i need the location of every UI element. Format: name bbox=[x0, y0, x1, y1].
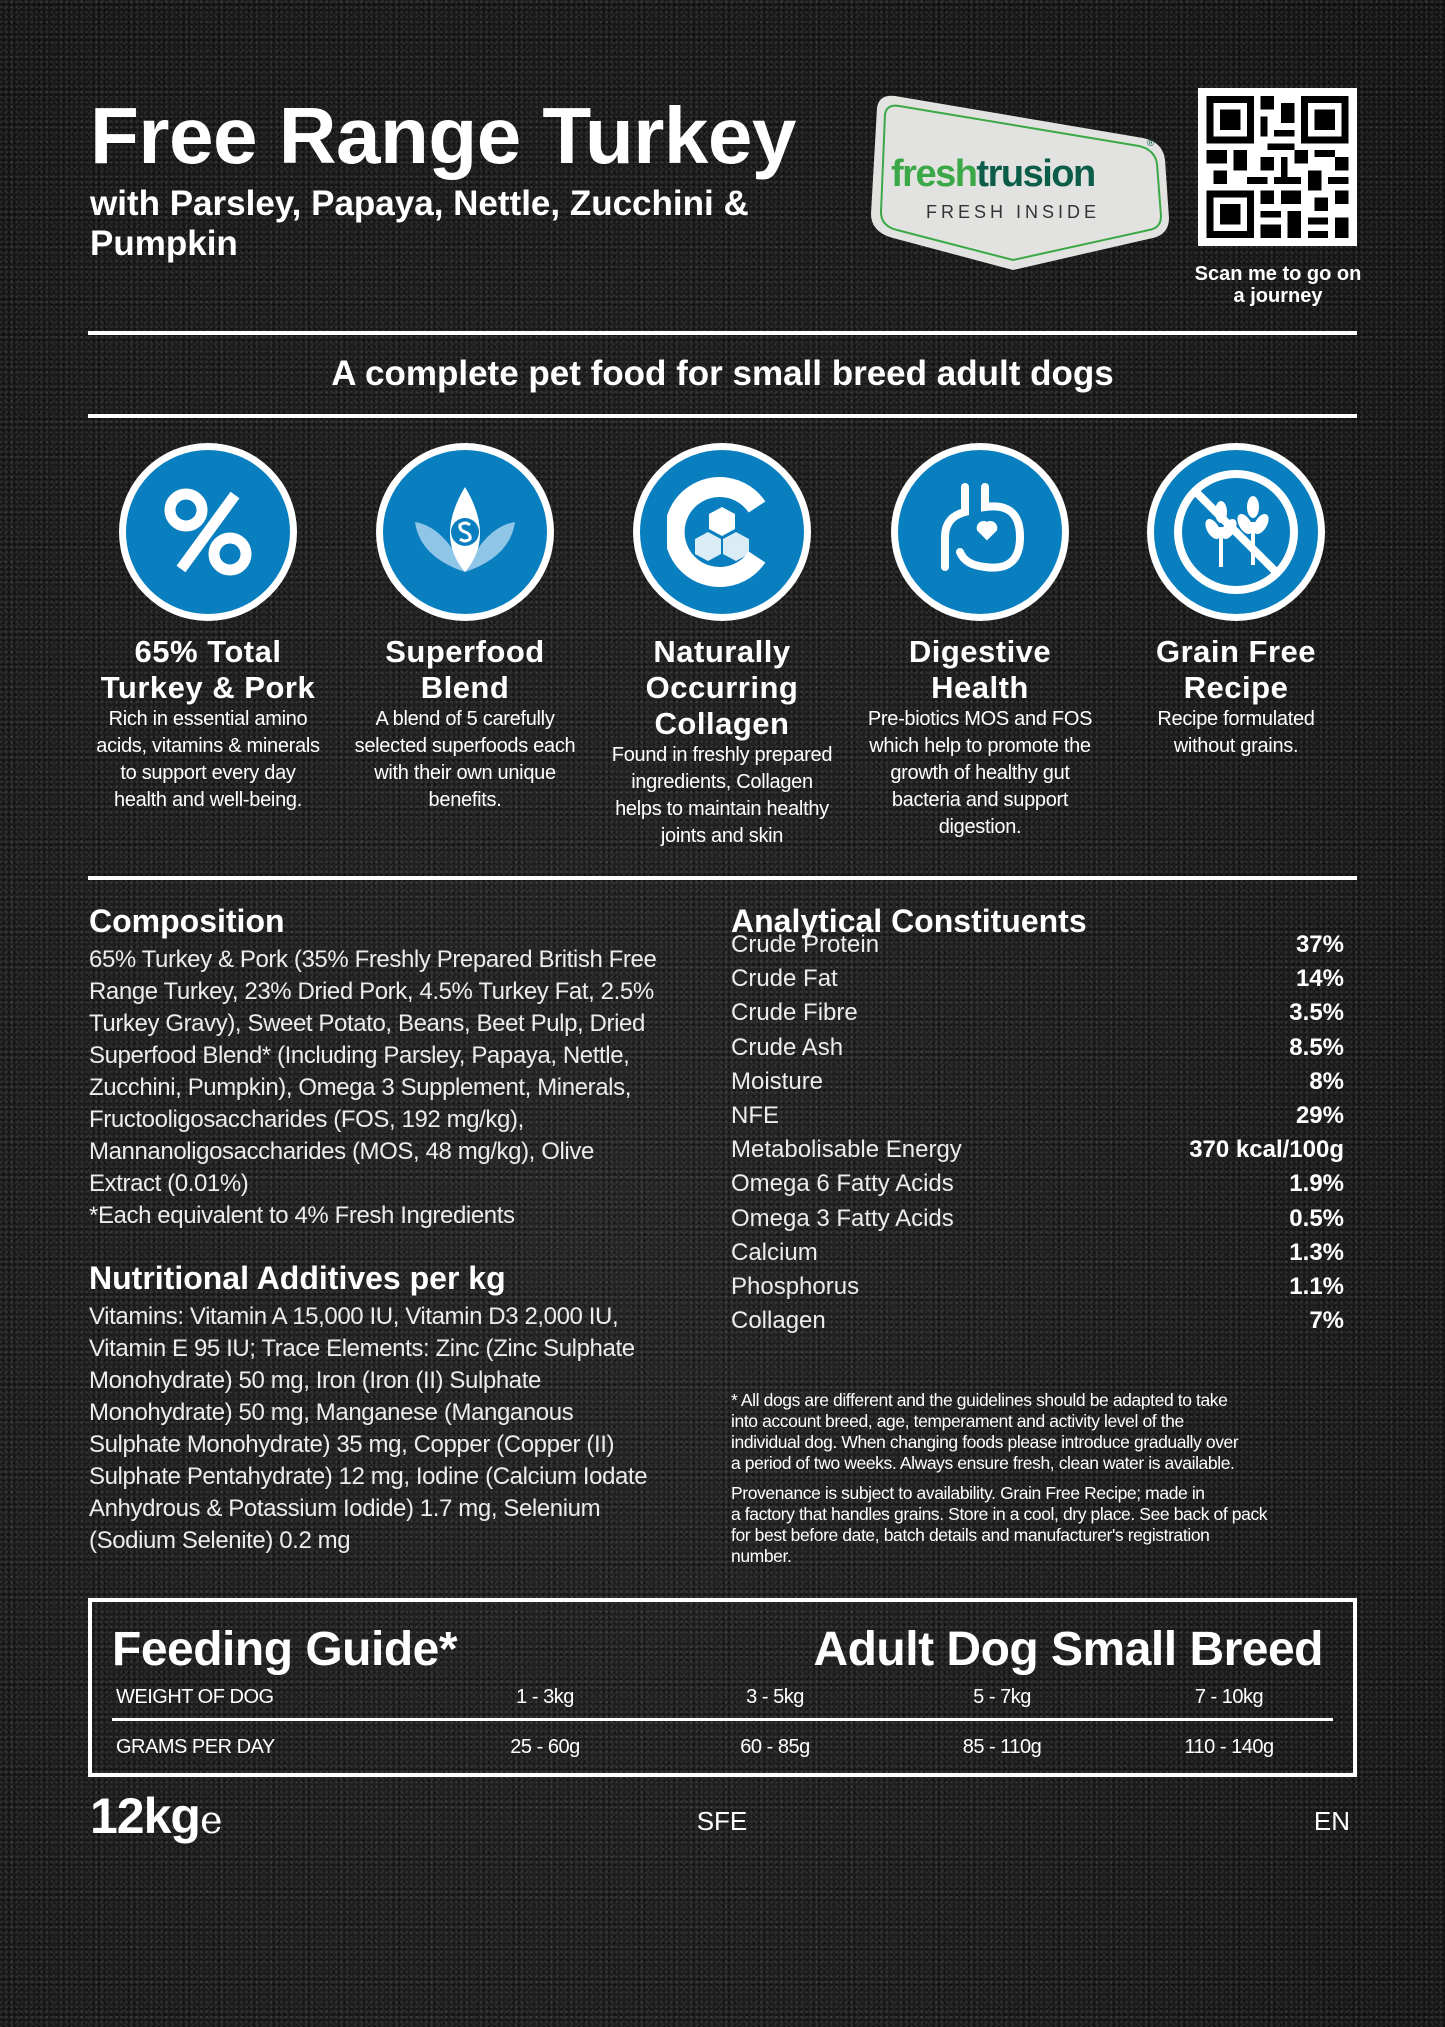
analytical-row: Phosphorus 1.1% bbox=[731, 1273, 1344, 1301]
analytical-heading: Analytical Constituents bbox=[731, 903, 1087, 939]
divider bbox=[88, 414, 1357, 418]
additives-text: Vitamins: Vitamin A 15,000 IU, Vitamin D3 2,000 IU, Vitamin E 95 IU; Trace Elements: Zinc (Zinc Sulphate Monohydrate) 50 mg, Iron (Iron (II) Sulphate Monohydrate) 50 mg, Manganese (Manganous Sulphate Monohydrate) 35 mg, Copper (Copper (II) Sulphate Pentahydrate) 12 mg, Iodine (Calcium Iodate Anhydrous & Potassium Iodide) 1.7 mg, Selenium (Sodium Selenite) 0.2 mg bbox=[89, 1303, 648, 1554]
analytical-row: Omega 6 Fatty Acids 1.9% bbox=[731, 1170, 1344, 1198]
feature-digestive: Digestive Health Pre-biotics MOS and FOS which help to promote the growth of healthy gut bacteria and support digestion. bbox=[853, 444, 1107, 841]
composition-heading: Composition bbox=[89, 903, 285, 939]
logo-fresh: fresh bbox=[891, 153, 977, 195]
analytical-row: Crude Ash 8.5% bbox=[731, 1033, 1344, 1061]
product-title: Free Range Turkey bbox=[90, 91, 796, 180]
provenance-note: Provenance is subject to availability. Grain Free Recipe; made in a factory that handles grains. Store in a cool, dry place. See back of pack for best before date, batch details and manufacturer's registration number. bbox=[731, 1483, 1268, 1566]
logo-trusion: trusion bbox=[976, 153, 1095, 195]
no-grain-icon bbox=[1148, 444, 1324, 620]
analytical-row: Metabolisable Energy 370 kcal/100g bbox=[731, 1136, 1344, 1164]
feature-collagen: Naturally Occurring Collagen Found in freshly prepared ingredients, Collagen helps to maintain healthy joints and skin bbox=[595, 444, 849, 850]
analytical-table bbox=[731, 928, 1344, 1338]
feeding-heading: Feeding Guide* bbox=[112, 1623, 458, 1676]
stomach-icon bbox=[892, 444, 1068, 620]
freshtrusion-logo bbox=[863, 88, 1174, 271]
logo-tagline: FRESH INSIDE bbox=[925, 202, 1101, 222]
logo-registered: ® bbox=[1147, 138, 1155, 149]
product-subtitle: with Parsley, Papaya, Nettle, Zucchini & Pumpkin bbox=[90, 184, 749, 263]
analytical-row: Moisture 8% bbox=[731, 1067, 1344, 1095]
qr-caption: Scan me to go on a journey bbox=[1194, 263, 1362, 307]
product-code: SFE bbox=[696, 1806, 748, 1836]
feature-turkey-pork: 65% Total Turkey & Pork Rich in essential amino acids, vitamins & minerals to support every day health and well-being. bbox=[81, 444, 335, 814]
feeding-guide bbox=[88, 1598, 1357, 1777]
divider bbox=[88, 876, 1357, 880]
guidelines-note: * All dogs are different and the guidelines should be adapted to take into account breed, age, temperament and activity level of the individual dog. When changing foods please introduce gradually over a period of two weeks. Always ensure fresh, clean water is available. bbox=[731, 1390, 1239, 1473]
notes-section bbox=[731, 1390, 1391, 1567]
analytical-row: Calcium 1.3% bbox=[731, 1238, 1344, 1266]
net-weight: 12kge bbox=[90, 1788, 222, 1844]
additives-heading: Nutritional Additives per kg bbox=[89, 1260, 506, 1296]
tagline: A complete pet food for small breed adult dogs bbox=[331, 354, 1114, 393]
svg-text:freshtrusion bbox=[891, 153, 1095, 195]
grams-row: GRAMS PER DAY 25 - 60g 60 - 85g 85 - 110g 110 - 140g bbox=[116, 1736, 1274, 1758]
feature-grain-free: Grain Free Recipe Recipe formulated without grains. bbox=[1109, 444, 1363, 760]
analytical-row: Omega 3 Fatty Acids 0.5% bbox=[731, 1204, 1344, 1232]
feeding-dog-type: Adult Dog Small Breed bbox=[813, 1623, 1323, 1676]
analytical-row: Crude Fat 14% bbox=[731, 965, 1344, 993]
analytical-row: NFE 29% bbox=[731, 1102, 1344, 1130]
collagen-icon bbox=[634, 444, 810, 620]
qr-code[interactable] bbox=[1198, 88, 1357, 246]
feature-superfood: Superfood Blend A blend of 5 carefully selected superfoods each with their own unique benefits. bbox=[338, 444, 592, 814]
analytical-row: Collagen 7% bbox=[731, 1307, 1344, 1335]
analytical-row: Crude Protein 37% bbox=[731, 931, 1344, 958]
feeding-divider bbox=[112, 1718, 1333, 1721]
estimated-sign: e bbox=[199, 1798, 222, 1842]
composition-section bbox=[89, 903, 719, 1557]
composition-text: 65% Turkey & Pork (35% Freshly Prepared British Free Range Turkey, 23% Dried Pork, 4.5% Turkey Fat, 2.5% Turkey Gravy), Sweet Potato, Beans, Beet Pulp, Dried Superfood Blend* (Including Parsley, Papaya, Nettle, Zucchini, Pumpkin), Omega 3 Supplement, Minerals, Fructooligosaccharides (FOS, 192 mg/kg), Mannanoligosaccharides (MOS, 48 mg/kg), Olive Extract (0.01%) *Each equivalent to 4% Fresh Ingredients bbox=[89, 946, 657, 1229]
percent-icon bbox=[120, 444, 296, 620]
superfood-leaf-icon bbox=[377, 444, 553, 620]
analytical-row: Crude Fibre 3.5% bbox=[731, 999, 1344, 1027]
language-code: EN bbox=[1313, 1806, 1350, 1836]
divider bbox=[88, 331, 1357, 335]
weight-row: WEIGHT OF DOG 1 - 3kg 3 - 5kg 5 - 7kg 7 - 10kg bbox=[116, 1686, 1264, 1708]
